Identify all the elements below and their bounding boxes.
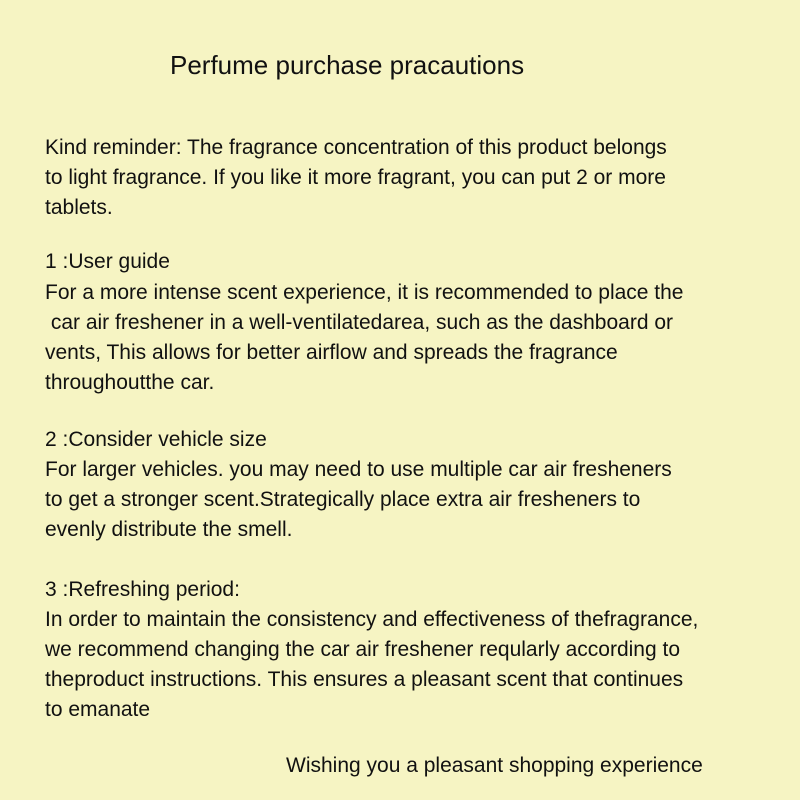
section-line: to get a stronger scent.Strategically place extra air fresheners to [45, 488, 641, 511]
section-line: In order to maintain the consistency and effectiveness of thefragrance, [45, 608, 699, 631]
page-title: Perfume purchase pracautions [170, 50, 525, 80]
section-line: evenly distribute the smell. [45, 518, 293, 541]
reminder-line: tablets. [45, 196, 113, 219]
section-line: For larger vehicles. you may need to use multiple car air fresheners [45, 458, 672, 481]
section-line: vents, This allows for better airflow and spreads the fragrance [45, 341, 618, 364]
reminder-line: to light fragrance. If you like it more fragrant, you can put 2 or more [45, 166, 666, 189]
section-line: throughoutthe car. [45, 371, 215, 394]
section-heading: 3 :Refreshing period: [45, 578, 240, 601]
section-line: to emanate [45, 698, 151, 721]
section-heading: 1 :User guide [45, 250, 170, 273]
section-heading: 2 :Consider vehicle size [45, 428, 267, 451]
section-line: theproduct instructions. This ensures a pleasant scent that continues [45, 668, 684, 691]
closing-message: Wishing you a pleasant shopping experience [286, 754, 703, 777]
section-line: car air freshener in a well-ventilatedarea, such as the dashboard or [45, 311, 674, 334]
reminder-line: Kind reminder: The fragrance concentration of this product belongs [45, 136, 667, 159]
section-line: For a more intense scent experience, it is recommended to place the [45, 281, 684, 304]
section-line: we recommend changing the car air freshener reqularly according to [45, 638, 680, 661]
